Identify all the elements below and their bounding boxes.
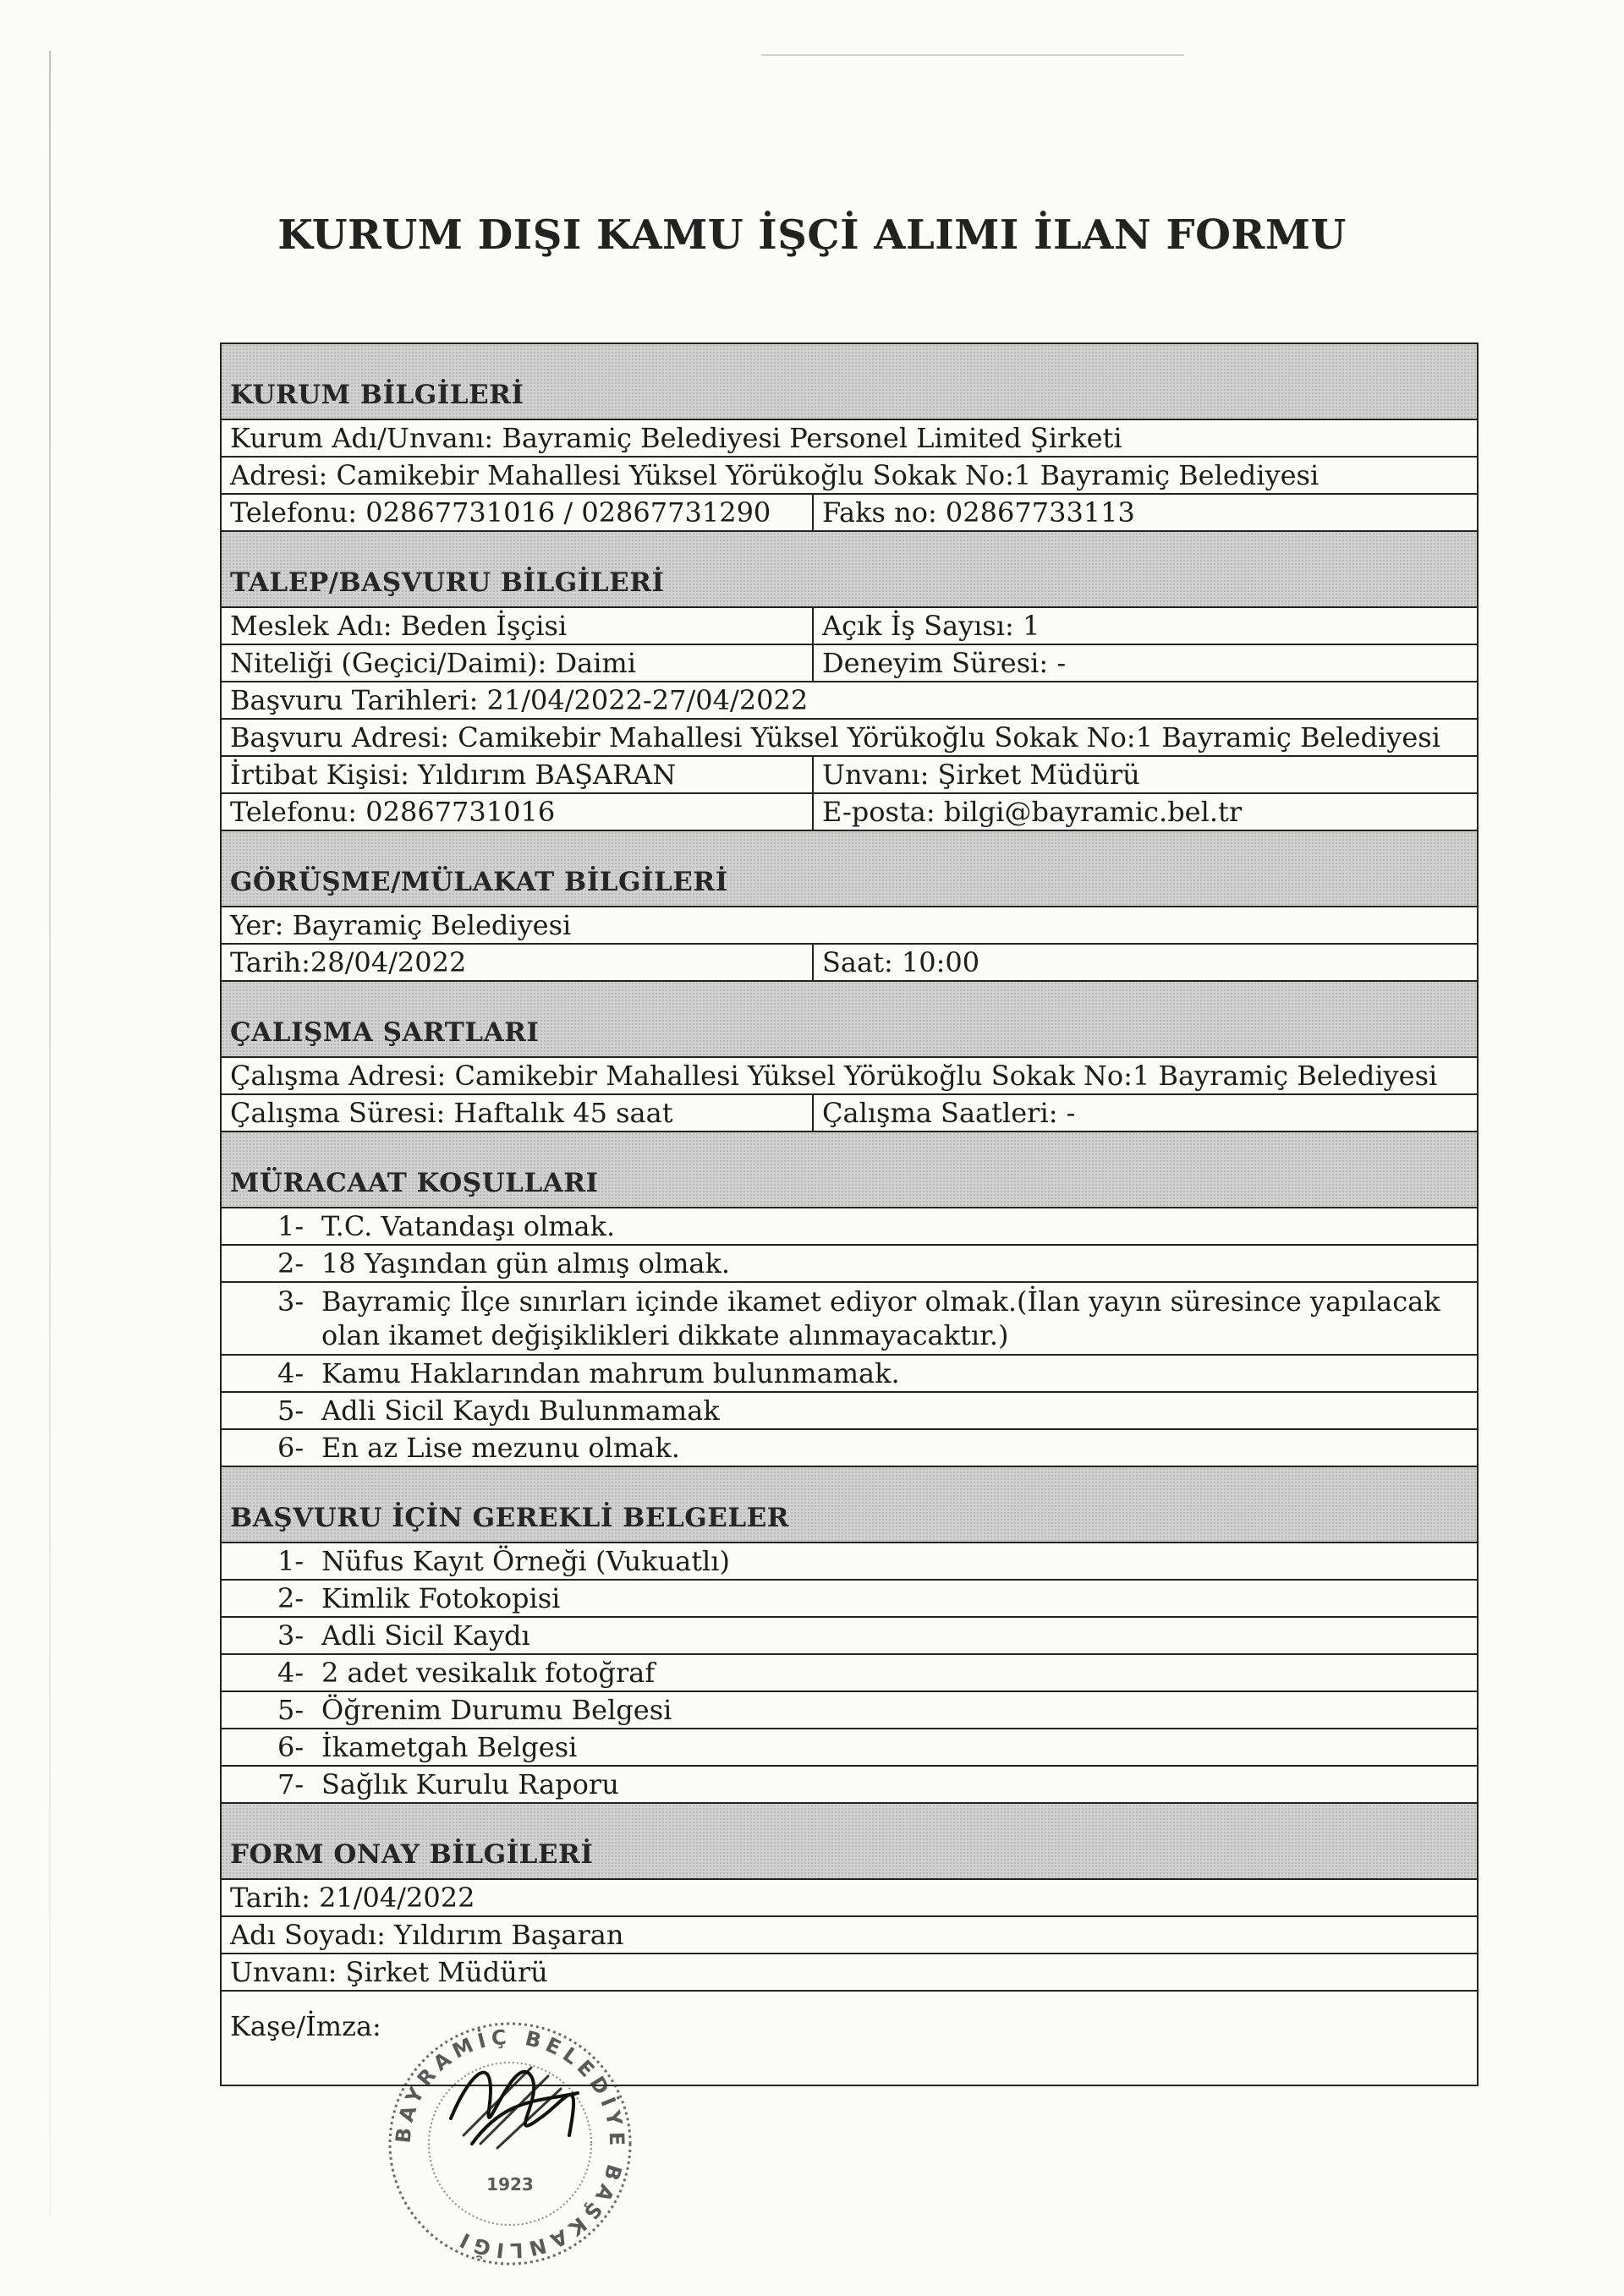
- onay-adi-soyadi: Adı Soyadı: Yıldırım Başaran: [230, 1919, 624, 1951]
- section-header-gorusme: GÖRÜŞME/MÜLAKAT BİLGİLERİ: [222, 831, 1477, 907]
- list-text: En az Lise mezunu olmak.: [321, 1432, 680, 1464]
- list-item: [222, 1246, 1477, 1283]
- list-item: [222, 1655, 1477, 1692]
- list-number: 6-: [277, 1432, 304, 1464]
- list-number: 2-: [277, 1247, 304, 1280]
- section-header-calisma: ÇALIŞMA ŞARTLARI: [222, 982, 1477, 1058]
- talep-telefon: Telefonu: 02867731016: [222, 794, 814, 830]
- niteligi: Niteliği (Geçici/Daimi): Daimi: [222, 645, 814, 681]
- list-item: [222, 1543, 1477, 1581]
- list-item: [222, 1729, 1477, 1767]
- calisma-adresi: Çalışma Adresi: Camikebir Mahallesi Yüksel Yörükoğlu Sokak No:1 Bayramiç Belediyesi: [230, 1060, 1438, 1092]
- list-number: 7-: [277, 1768, 304, 1800]
- list-number: 3-: [277, 1285, 304, 1318]
- list-text: Kimlik Fotokopisi: [321, 1582, 561, 1614]
- list-text: T.C. Vatandaşı olmak.: [321, 1210, 616, 1242]
- basvuru-adresi: Başvuru Adresi: Camikebir Mahallesi Yüksel Yörükoğlu Sokak No:1 Bayramiç Belediyesi: [230, 721, 1440, 753]
- list-text: İkametgah Belgesi: [321, 1731, 578, 1763]
- form-row: [222, 495, 1477, 532]
- list-text: Kamu Haklarından mahrum bulunmamak.: [321, 1357, 900, 1389]
- kurum-telefon: Telefonu: 02867731016 / 02867731290: [222, 495, 814, 530]
- form-row: [222, 1954, 1477, 1992]
- form-row: [222, 682, 1477, 720]
- list-number: 1-: [277, 1545, 304, 1577]
- form-row: [222, 645, 1477, 682]
- calisma-suresi: Çalışma Süresi: Haftalık 45 saat: [222, 1095, 814, 1131]
- official-stamp-icon: [370, 2017, 650, 2271]
- scan-edge-top: [761, 54, 1184, 56]
- form-row: [222, 1917, 1477, 1954]
- list-text: 18 Yaşından gün almış olmak.: [321, 1247, 731, 1280]
- list-text: Adli Sicil Kaydı: [321, 1619, 530, 1652]
- kase-imza: Kaşe/İmza:: [222, 1992, 1477, 2086]
- list-item: [222, 1283, 1477, 1356]
- onay-tarih: Tarih: 21/04/2022: [230, 1882, 475, 1914]
- kurum-faks: Faks no: 02867733113: [822, 496, 1135, 529]
- form-row: [222, 757, 1477, 794]
- kurum-adi: Kurum Adı/Unvanı: Bayramiç Belediyesi Personel Limited Şirketi: [230, 422, 1122, 454]
- gorusme-tarih: Tarih:28/04/2022: [222, 945, 814, 980]
- list-text: Adli Sicil Kaydı Bulunmamak: [321, 1395, 720, 1427]
- list-item: [222, 1393, 1477, 1430]
- gorusme-yer: Yer: Bayramiç Belediyesi: [230, 909, 572, 941]
- basvuru-tarihleri: Başvuru Tarihleri: 21/04/2022-27/04/2022: [230, 684, 809, 716]
- form-row: [222, 1880, 1477, 1917]
- stamp-center-text: 1923: [486, 2174, 534, 2195]
- form-row: [222, 794, 1477, 831]
- talep-eposta: E-posta: bilgi@bayramic.bel.tr: [822, 796, 1243, 828]
- list-number: 4-: [277, 1357, 304, 1389]
- form-row: [222, 1095, 1477, 1132]
- list-number: 6-: [277, 1731, 304, 1763]
- list-number: 3-: [277, 1619, 304, 1652]
- section-header-belgeler: BAŞVURU İÇİN GEREKLİ BELGELER: [222, 1467, 1477, 1543]
- list-number: 1-: [277, 1210, 304, 1242]
- section-header-onay: FORM ONAY BİLGİLERİ: [222, 1804, 1477, 1880]
- stamp-ring-text: BAYRAMİÇ BELEDİYE BAŞKANLIĞI: [391, 2025, 629, 2263]
- list-item: [222, 1430, 1477, 1467]
- gorusme-saat: Saat: 10:00: [822, 946, 980, 978]
- calisma-saatleri: Çalışma Saatleri: -: [822, 1097, 1076, 1129]
- onay-unvan: Unvanı: Şirket Müdürü: [230, 1956, 548, 1988]
- form-row: [222, 907, 1477, 945]
- form-row: [222, 720, 1477, 757]
- list-text: Sağlık Kurulu Raporu: [321, 1768, 619, 1800]
- irtibat-kisisi: İrtibat Kişisi: Yıldırım BAŞARAN: [222, 757, 814, 792]
- irtibat-unvan: Unvanı: Şirket Müdürü: [822, 759, 1140, 791]
- form-row: [222, 945, 1477, 982]
- acik-is-sayisi: Açık İş Sayısı: 1: [822, 610, 1040, 642]
- form-row: [222, 420, 1477, 458]
- deneyim-suresi: Deneyim Süresi: -: [822, 647, 1067, 679]
- list-number: 5-: [277, 1395, 304, 1427]
- list-item: [222, 1356, 1477, 1393]
- kurum-adres: Adresi: Camikebir Mahallesi Yüksel Yörükoğlu Sokak No:1 Bayramiç Belediyesi: [230, 459, 1320, 491]
- list-text: Öğrenim Durumu Belgesi: [321, 1694, 672, 1726]
- section-header-muracaat: MÜRACAAT KOŞULLARI: [222, 1132, 1477, 1208]
- section-header-kurum: KURUM BİLGİLERİ: [222, 344, 1477, 420]
- form-row: [222, 1058, 1477, 1095]
- list-item: [222, 1581, 1477, 1618]
- list-item: [222, 1618, 1477, 1655]
- list-item: [222, 1767, 1477, 1804]
- list-number: 4-: [277, 1657, 304, 1689]
- list-text: Nüfus Kayıt Örneği (Vukuatlı): [321, 1545, 730, 1577]
- list-text: Bayramiç İlçe sınırları içinde ikamet ediyor olmak.(İlan yayın süresince yapılacak olan ikamet değişiklikleri dikkate alınmayacaktır.): [321, 1285, 1440, 1351]
- page-title: KURUM DIŞI KAMU İŞÇİ ALIMI İLAN FORMU: [277, 211, 1347, 259]
- form-row: [222, 608, 1477, 645]
- meslek-adi: Meslek Adı: Beden İşçisi: [222, 608, 814, 644]
- list-item: [222, 1692, 1477, 1729]
- list-item: [222, 1208, 1477, 1246]
- form-row: [222, 458, 1477, 495]
- list-number: 2-: [277, 1582, 304, 1614]
- form-table: [220, 342, 1479, 2086]
- list-number: 5-: [277, 1694, 304, 1726]
- list-text: 2 adet vesikalık fotoğraf: [321, 1657, 656, 1689]
- scan-edge-left: [49, 51, 51, 2216]
- section-header-talep: TALEP/BAŞVURU BİLGİLERİ: [222, 532, 1477, 608]
- svg-text:BAYRAMİÇ BELEDİYE BAŞKANLIĞI: [391, 2025, 628, 2263]
